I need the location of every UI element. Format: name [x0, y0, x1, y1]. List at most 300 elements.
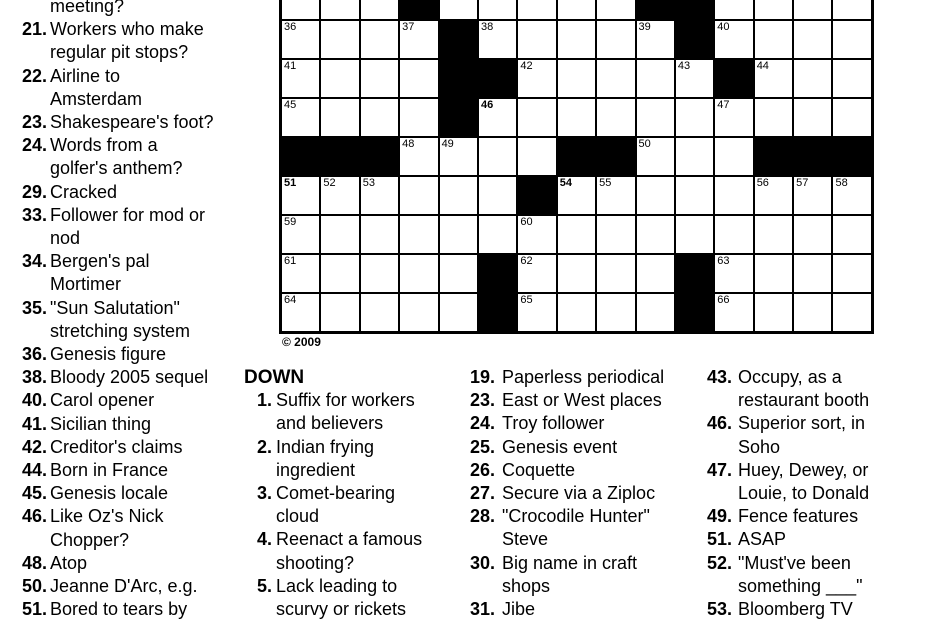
grid-cell[interactable] — [557, 293, 596, 332]
clue-line — [14, 134, 214, 157]
clue-line — [707, 505, 869, 528]
down-clue-27 — [470, 482, 664, 505]
clue-text: Sicilian thing — [50, 413, 152, 434]
grid-cell[interactable] — [636, 176, 675, 215]
clue-line — [14, 529, 214, 552]
cell-number: 52 — [323, 177, 336, 189]
clue-line — [707, 366, 869, 389]
grid-cell[interactable] — [360, 254, 399, 293]
grid-cell[interactable] — [714, 20, 753, 59]
clue-line — [14, 88, 214, 111]
grid-cell[interactable] — [754, 293, 793, 332]
grid-cell[interactable] — [399, 254, 438, 293]
grid-cell[interactable] — [832, 59, 871, 98]
grid-cell[interactable] — [793, 176, 832, 215]
clue-line — [707, 552, 869, 575]
clue-text: Jibe — [502, 599, 536, 620]
down-clue-47 — [707, 459, 869, 505]
down-clue-46 — [707, 412, 869, 458]
down-clue-5 — [244, 575, 422, 620]
clue-text: "Crocodile Hunter" — [502, 506, 650, 527]
clue-number: 36. — [21, 344, 47, 365]
grid-cell[interactable] — [360, 59, 399, 98]
grid-cell[interactable] — [675, 137, 714, 176]
cell-number: 65 — [520, 294, 533, 306]
clue-number: 26. — [470, 459, 496, 480]
clue-line — [244, 436, 422, 459]
clue-number: 46. — [21, 506, 47, 527]
grid-cell[interactable] — [832, 0, 871, 20]
clue-text: Soho — [738, 436, 781, 457]
clue-line — [470, 528, 664, 551]
cell-number: 45 — [284, 99, 297, 111]
clue-number: 24. — [470, 413, 496, 434]
grid-cell[interactable] — [793, 98, 832, 137]
clue-text: Workers who make — [50, 19, 204, 40]
grid-cell[interactable] — [832, 20, 871, 59]
grid-cell[interactable] — [596, 0, 635, 20]
grid-cell[interactable] — [636, 20, 675, 59]
clue-text: Like Oz's Nick — [50, 506, 164, 527]
clue-number: 1. — [256, 390, 272, 411]
clue-number: 42. — [21, 436, 47, 457]
clue-line — [14, 157, 214, 180]
clue-text: Steve — [502, 529, 549, 550]
cell-number: 42 — [520, 60, 533, 72]
grid-cell[interactable] — [399, 59, 438, 98]
cell-number: 49 — [441, 138, 454, 150]
clue-number: 4. — [256, 529, 272, 550]
down-clue-4 — [244, 528, 422, 574]
grid-cell[interactable] — [281, 254, 320, 293]
clue-text: cloud — [276, 506, 320, 527]
clue-number: 35. — [21, 297, 47, 318]
clue-line — [244, 482, 422, 505]
grid-black-cell — [478, 254, 517, 293]
grid-cell[interactable] — [714, 0, 753, 20]
clue-text: Huey, Dewey, or — [738, 459, 869, 480]
clue-line — [470, 552, 664, 575]
grid-black-cell — [793, 137, 832, 176]
grid-cell[interactable] — [793, 215, 832, 254]
grid-cell[interactable] — [596, 254, 635, 293]
clue-line — [14, 459, 214, 482]
clue-text: "Must've been — [738, 552, 851, 573]
clue-text: Jeanne D'Arc, e.g. — [50, 576, 198, 597]
clue-text: Bored to tears by — [50, 599, 188, 620]
clue-text: Genesis figure — [50, 344, 167, 365]
crossword-grid — [279, 0, 874, 334]
grid-cell[interactable] — [714, 176, 753, 215]
cell-number: 57 — [796, 177, 809, 189]
grid-cell[interactable] — [754, 20, 793, 59]
across-clue-48 — [14, 552, 214, 575]
grid-cell[interactable] — [793, 20, 832, 59]
cell-number: 54 — [559, 177, 572, 189]
grid-cell[interactable] — [399, 20, 438, 59]
grid-cell[interactable] — [281, 293, 320, 332]
cell-number: 59 — [284, 216, 297, 228]
grid-cell[interactable] — [478, 98, 517, 137]
clue-line — [14, 18, 214, 41]
down-clue-24 — [470, 412, 664, 435]
grid-cell[interactable] — [754, 215, 793, 254]
grid-cell[interactable] — [596, 59, 635, 98]
grid-cell[interactable] — [360, 293, 399, 332]
grid-cell[interactable] — [320, 176, 359, 215]
across-clue-51 — [14, 598, 214, 620]
clue-line — [14, 552, 214, 575]
grid-cell[interactable] — [517, 0, 556, 20]
grid-cell[interactable] — [754, 254, 793, 293]
clue-line — [244, 389, 422, 412]
grid-cell[interactable] — [675, 59, 714, 98]
grid-cell[interactable] — [478, 176, 517, 215]
grid-cell[interactable] — [793, 293, 832, 332]
grid-cell[interactable] — [714, 254, 753, 293]
down-clue-49 — [707, 505, 869, 528]
grid-black-cell — [439, 98, 478, 137]
clue-line — [470, 366, 664, 389]
down-clue-23 — [470, 389, 664, 412]
grid-cell[interactable] — [675, 176, 714, 215]
grid-cell[interactable] — [636, 215, 675, 254]
clue-line — [244, 552, 422, 575]
grid-cell[interactable] — [320, 0, 359, 20]
grid-cell[interactable] — [557, 98, 596, 137]
grid-black-cell — [439, 20, 478, 59]
clue-number: 51. — [707, 529, 733, 550]
grid-cell[interactable] — [832, 254, 871, 293]
clue-number: 41. — [21, 413, 47, 434]
clue-text: Bloomberg TV — [738, 599, 853, 620]
clue-line — [470, 412, 664, 435]
clue-text: meeting? — [50, 0, 125, 16]
clue-text: nod — [50, 228, 81, 249]
clue-number: 50. — [21, 576, 47, 597]
grid-black-cell — [439, 59, 478, 98]
grid-black-cell — [281, 137, 320, 176]
clue-line — [470, 389, 664, 412]
clue-line — [14, 181, 214, 204]
grid-cell[interactable] — [636, 98, 675, 137]
cell-number: 36 — [284, 21, 297, 33]
grid-cell[interactable] — [320, 254, 359, 293]
grid-cell[interactable] — [399, 215, 438, 254]
clue-line — [14, 273, 214, 296]
clue-number: 48. — [21, 552, 47, 573]
clue-text: Airline to — [50, 65, 121, 86]
grid-cell[interactable] — [557, 0, 596, 20]
clue-number: 51. — [21, 599, 47, 620]
clue-number: 46. — [707, 413, 733, 434]
grid-cell[interactable] — [439, 254, 478, 293]
grid-cell[interactable] — [675, 215, 714, 254]
grid-cell[interactable] — [439, 215, 478, 254]
clue-line — [14, 65, 214, 88]
clue-line — [707, 482, 869, 505]
clue-number: 28. — [470, 506, 496, 527]
clue-text: Coquette — [502, 459, 576, 480]
grid-cell[interactable] — [793, 59, 832, 98]
grid-black-cell — [478, 293, 517, 332]
grid-cell[interactable] — [281, 215, 320, 254]
clue-number: 34. — [21, 251, 47, 272]
cell-number: 63 — [717, 255, 730, 267]
grid-cell[interactable] — [832, 98, 871, 137]
clue-text: golfer's anthem? — [50, 158, 183, 179]
across-clue-40 — [14, 389, 214, 412]
clue-number: 38. — [21, 367, 47, 388]
grid-cell[interactable] — [360, 20, 399, 59]
clue-line — [707, 389, 869, 412]
cell-number: 43 — [677, 60, 691, 72]
grid-cell[interactable] — [517, 293, 556, 332]
down-clue-52 — [707, 552, 869, 598]
clue-text: and believers — [276, 413, 384, 434]
clue-number: 25. — [470, 436, 496, 457]
grid-cell[interactable] — [478, 215, 517, 254]
across-clue-continuation — [14, 0, 214, 18]
cell-number: 50 — [638, 138, 651, 150]
clue-line — [470, 505, 664, 528]
grid-cell[interactable] — [596, 98, 635, 137]
cell-number: 37 — [402, 21, 415, 33]
grid-cell[interactable] — [557, 176, 596, 215]
grid-cell[interactable] — [478, 137, 517, 176]
clue-line — [14, 41, 214, 64]
down-clue-19 — [470, 366, 664, 389]
clue-line — [244, 598, 422, 620]
down-clue-1 — [244, 389, 422, 435]
clue-line — [470, 482, 664, 505]
cell-number: 51 — [284, 177, 297, 189]
grid-cell[interactable] — [320, 20, 359, 59]
grid-cell[interactable] — [320, 293, 359, 332]
clue-line — [14, 204, 214, 227]
grid-cell[interactable] — [399, 98, 438, 137]
grid-cell[interactable] — [439, 293, 478, 332]
cell-number: 38 — [480, 21, 494, 33]
clue-text: shooting? — [276, 552, 355, 573]
grid-cell[interactable] — [360, 98, 399, 137]
clue-text: "Sun Salutation" — [50, 297, 180, 318]
grid-black-cell — [714, 59, 753, 98]
clue-line — [14, 575, 214, 598]
clue-text: Secure via a Ziploc — [502, 483, 656, 504]
clue-text: restaurant booth — [738, 390, 870, 411]
clue-line — [14, 297, 214, 320]
grid-cell[interactable] — [399, 293, 438, 332]
clue-line — [14, 250, 214, 273]
clue-line — [244, 575, 422, 598]
cell-number: 66 — [717, 294, 730, 306]
grid-cell[interactable] — [832, 176, 871, 215]
clue-line — [14, 436, 214, 459]
clue-text: Big name in craft — [502, 552, 638, 573]
clue-line — [470, 459, 664, 482]
cell-number: 46 — [480, 99, 494, 111]
clue-line — [244, 528, 422, 551]
grid-cell[interactable] — [281, 0, 320, 20]
grid-cell[interactable] — [596, 293, 635, 332]
clue-text: East or West places — [502, 390, 662, 411]
grid-cell[interactable] — [636, 254, 675, 293]
down-clue-51 — [707, 528, 869, 551]
clue-text: Comet-bearing — [276, 483, 396, 504]
clue-text: Genesis event — [502, 436, 618, 457]
grid-cell[interactable] — [714, 137, 753, 176]
grid-cell[interactable] — [793, 254, 832, 293]
across-clue-44 — [14, 459, 214, 482]
grid-cell[interactable] — [360, 215, 399, 254]
grid-cell[interactable] — [517, 59, 556, 98]
clue-line — [707, 575, 869, 598]
grid-cell[interactable] — [754, 0, 793, 20]
grid-cell[interactable] — [439, 0, 478, 20]
grid-cell[interactable] — [439, 137, 478, 176]
clue-number: 45. — [21, 483, 47, 504]
across-clue-42 — [14, 436, 214, 459]
grid-cell[interactable] — [596, 176, 635, 215]
grid-cell[interactable] — [439, 176, 478, 215]
clue-text: Suffix for workers — [276, 390, 415, 411]
clue-text: Born in France — [50, 460, 169, 481]
grid-cell[interactable] — [281, 59, 320, 98]
clue-text: Cracked — [50, 181, 118, 202]
down-clue-30 — [470, 552, 664, 598]
clue-number: 31. — [470, 599, 496, 620]
grid-cell[interactable] — [281, 176, 320, 215]
grid-cell[interactable] — [714, 293, 753, 332]
across-clue-36 — [14, 343, 214, 366]
cell-number: 55 — [599, 177, 612, 189]
across-clue-46 — [14, 505, 214, 551]
cell-number: 41 — [284, 60, 297, 72]
clue-number: 5. — [256, 575, 272, 596]
clue-number: 33. — [21, 204, 47, 225]
across-clue-22 — [14, 65, 214, 111]
clue-line — [244, 505, 422, 528]
grid-cell[interactable] — [557, 215, 596, 254]
grid-cell[interactable] — [517, 215, 556, 254]
grid-cell[interactable] — [478, 0, 517, 20]
down-clue-53 — [707, 598, 869, 620]
grid-black-cell — [754, 137, 793, 176]
clue-line — [14, 320, 214, 343]
across-clue-21 — [14, 18, 214, 64]
grid-cell[interactable] — [399, 137, 438, 176]
clue-text: Paperless periodical — [502, 367, 665, 387]
cell-number: 64 — [284, 294, 297, 306]
grid-cell[interactable] — [832, 293, 871, 332]
grid-black-cell — [320, 137, 359, 176]
clue-text: scurvy or rickets — [276, 599, 407, 620]
grid-cell[interactable] — [714, 215, 753, 254]
grid-cell[interactable] — [557, 59, 596, 98]
grid-cell[interactable] — [478, 20, 517, 59]
clue-line — [470, 598, 664, 620]
across-clue-29 — [14, 181, 214, 204]
grid-cell[interactable] — [754, 98, 793, 137]
across-clue-23 — [14, 111, 214, 134]
grid-cell[interactable] — [517, 254, 556, 293]
clue-text: something ___" — [738, 575, 863, 596]
grid-cell[interactable] — [596, 20, 635, 59]
grid-cell[interactable] — [320, 98, 359, 137]
grid-cell[interactable] — [557, 254, 596, 293]
grid-cell[interactable] — [675, 98, 714, 137]
down-clue-3 — [244, 482, 422, 528]
clue-text: Carol opener — [50, 390, 155, 411]
clue-text: ASAP — [738, 529, 787, 550]
clue-text: Fence features — [738, 506, 859, 527]
grid-black-cell — [517, 176, 556, 215]
grid-cell[interactable] — [399, 176, 438, 215]
clue-text: Occupy, as a — [738, 367, 842, 387]
grid-cell[interactable] — [517, 137, 556, 176]
grid-cell[interactable] — [320, 215, 359, 254]
grid-black-cell — [360, 137, 399, 176]
clue-line — [707, 412, 869, 435]
grid-cell[interactable] — [596, 215, 635, 254]
grid-cell[interactable] — [281, 98, 320, 137]
grid-cell[interactable] — [714, 98, 753, 137]
grid-cell[interactable] — [517, 98, 556, 137]
across-clue-35 — [14, 297, 214, 343]
grid-black-cell — [478, 59, 517, 98]
cell-number: 53 — [362, 177, 376, 189]
clue-text: Amsterdam — [50, 88, 143, 109]
clue-text: Louie, to Donald — [738, 483, 870, 504]
grid-cell[interactable] — [793, 0, 832, 20]
cell-number: 39 — [638, 21, 651, 33]
copyright-note: © 2009 — [282, 335, 321, 349]
grid-cell[interactable] — [754, 59, 793, 98]
clue-number: 43. — [707, 367, 733, 387]
clue-text: Mortimer — [50, 274, 121, 295]
clue-line — [14, 598, 214, 620]
across-clues-list — [14, 0, 214, 620]
clue-number: 23. — [470, 390, 496, 411]
grid-cell[interactable] — [360, 176, 399, 215]
clue-number: 21. — [21, 19, 47, 40]
grid-cell[interactable] — [754, 176, 793, 215]
grid-black-cell — [399, 0, 438, 20]
clue-text: Troy follower — [502, 413, 605, 434]
across-clue-45 — [14, 482, 214, 505]
grid-cell[interactable] — [281, 20, 320, 59]
grid-cell[interactable] — [557, 20, 596, 59]
grid-cell[interactable] — [360, 0, 399, 20]
down-clues-column-1 — [244, 366, 422, 620]
clue-line — [14, 343, 214, 366]
grid-cell[interactable] — [517, 20, 556, 59]
grid-cell[interactable] — [636, 137, 675, 176]
clue-line — [707, 528, 869, 551]
grid-cell[interactable] — [636, 59, 675, 98]
cell-number: 61 — [284, 255, 297, 267]
clue-number: 44. — [21, 460, 47, 481]
grid-cell[interactable] — [832, 215, 871, 254]
grid-cell[interactable] — [636, 293, 675, 332]
clue-text: Follower for mod or — [50, 204, 206, 225]
cell-number: 62 — [520, 255, 533, 267]
down-clue-26 — [470, 459, 664, 482]
clue-text: Shakespeare's foot? — [50, 112, 214, 133]
clue-text: Words from a — [50, 135, 158, 156]
grid-cell[interactable] — [320, 59, 359, 98]
